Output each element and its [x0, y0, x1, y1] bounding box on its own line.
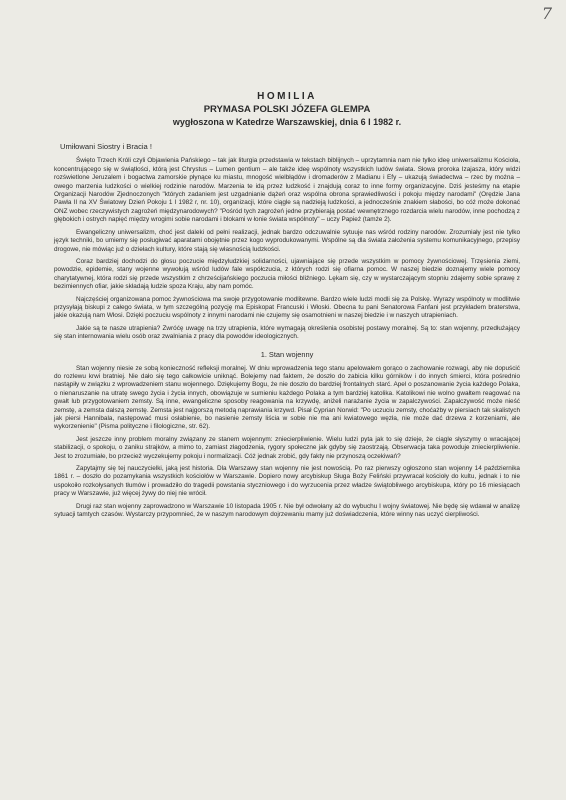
paragraph: Święto Trzech Króli czyli Objawienia Pańskiego – tak jak liturgia przedstawia w tekstach biblijnych – uprzytamnia nam nie tylko ideę uniwersalizmu Kościoła, koncentrującego się w świątłości, którą jest Chrystus – Lumen gentium – ale także ideę wspólnoty wszystkich ludów świata. Słowa proroka Izajasza, który widzi rozświetlone Jeruzalem i bogactwa zamorskie płynące ku miastu, mnogość wielbłądów i dromaderów z Madianu i Efy – ukazują świadectwa – rzec by można – owego marzenia ludzkości o wielkiej rodzinie narodów. Marzenia te idą przez ludzkość i znajdują coraz to inne formy organizacyjne. Dziś jesteśmy na etapie Organizacji Narodów Zjednoczonych "których zadaniem jest uzgadnianie dążeń oraz wspólna obrona sprawiedliwości i pokoju między narodami" (Orędzie Jana Pawła II na XV Światowy Dzień Pokoju 1 I 1982 r, nr. 10), organizacji, które ciągle są nadzieją ludzkości, a jednocześnie znakiem słabości, bo cóż może dokonać ONZ wobec rzeczywistych zagrożeń międzynarodowych? "Pośród tych zagrożeń jedne przybierają postać wewnętrznego rozdarcia wielu narodów, inne pochodzą z głębokich i ostrych napięć między wrogimi sobie narodami i blokami w łonie świata wspólnoty" – uczy Papież (tamże 2). — [54, 157, 520, 224]
paragraph: Zapytajmy się tej nauczycielki, jaką jest historia. Dla Warszawy stan wojenny nie jest nowością. Po raz pierwszy ogłoszono stan wojenny 14 października 1861 r. – doszło do pozamykania wszystkich kościołów w Warszawie. Dopiero nowy arcybiskup Sługa Boży Feliński przywracał kościoły do kultu, jednak i to nie uspokoiło rozkołysanych tłumów i prowadziło do tragedii powstania styczniowego i do wyrzucenia przez władze świątobliwego arcybiskupa, który po 16 miesiącach pracy w Warszawie, już więcej żywy do niej nie wrócił. — [54, 465, 520, 498]
paragraph: Stan wojenny niesie ze sobą konieczność refleksji moralnej. W dniu wprowadzenia tego stanu apelowałem gorąco o zachowanie rozwagi, aby nie dopuścić do rozlewu krwi bratniej. Nie dało się tego całkowicie uniknąć. Bolejemy nad faktem, że doszło do zabicia kilku górników i do innych śmierci, która pośrednio nastąpiły w związku z wprowadzeniem stanu wojennego. Dziękujemy Bogu, że nie doszło do bardziej frontalnych starć. Apel o poszanowanie życia każdego Polaka, o nienaruszanie na utratę swego życia i życia innych, obowiązuje w sumieniu każdego Polaka a tym bardziej katolika. Katolikowi nie wolno gwałtem reagować na gwałt lub przygotowaniem zemsty. Są inne, ewangeliczne sposoby reagowania na krzywdę, aniżeli narażanie życia w zapalczywości. Zapalczywość może nieść zemstę, a zemsta dalszą zemstę. Zemsta jest najgorszą metodą naprawiania krzywd. Pisał Cyprian Norwid: "Po uczuciu zemsty, choćażby w piersiach tak skalistych jak piersi Hannibala, następować musi osłabienie, bo nasienie zemsty liścia w sobie nie ma ani kwiatowego węzła, nie może dać drzewa z korzeniami, ale wykorzenienie" (Pisma polityczne i filologiczne, str. 62). — [54, 364, 520, 431]
handwritten-page-number: 7 — [541, 4, 552, 23]
salutation: Umiłowani Siostry i Bracia ! — [60, 142, 152, 152]
paragraph: Drugi raz stan wojenny zaprowadzono w Warszawie 10 listopada 1905 r. Nie był odwołany aż do wybuchu I wojny światowej. Nie będę się wdawał w analizę sytuacji tamtych czasów. Wystarczy przypomnieć, że w naszym narodowym dojrzewaniu mamy już doświadczenia, które winny nas uczyć cierpliwości. — [54, 502, 520, 519]
paragraph: Jest jeszcze inny problem moralny związany ze stanem wojennym: zniecierpliwienie. Wielu ludzi pyta jak to się dzieje, że ciągle słyszymy o wracającej stabilizacji, o spokoju, o zaniku strajków, a mimo to, zamiast złagodzenia, rygory społeczne jak gdyby się zaostrzają. Obserwacja taka powoduje zniecierpliwienie. Jest to zrozumiałe, bo przecież wyczekujemy pokoju i normalizacji. Cóż jednak zrobić, gdy fakty nie przynoszą oczekiwań? — [54, 435, 520, 460]
intro-body — [54, 157, 520, 341]
document-subtitle: PRYMASA POLSKI JÓZEFA GLEMPA — [203, 103, 371, 115]
paragraph: Najczęściej organizowana pomoc żywnościowa ma swoje przygotowanie modlitewne. Bardzo wiele ludzi modli się za Polskę. Wyrazy wspólnoty w modlitwie przysyłają biskupi z całego świata, w tym szczególną pozycję ma Episkopat Francuski i Włoski. Obecna tu pani Senatorowa Fanfani jest przykładem braterstwa, jakie okazują nam Włosi. Dzięki poczuciu wspólnoty z innymi narodami nie czujemy się osamotnieni w naszej biedzie i w naszych utrapieniach. — [54, 295, 520, 320]
document-title: HOMILIA — [257, 91, 317, 102]
paragraph: Coraz bardziej dochodzi do głosu poczucie międzyludzkiej solidarności, ujawniające się przede wszystkim w pomocy żywnościowej. Trzęsienia ziemi, powodzie, epidemie, stany wojenne wywołują wśród ludów fale współczucia, z których rodzi się ofiarna pomoc. W naszej biedzie doznajemy wiele pomocy charytatywnej, która rodzi się przede wszystkim z chrześcijańskiego poczucia miłości bliźniego. Lękam się, czy w wystarczającym stopniu zdajemy sobie sprawę z bezimiennych ofiar, jakie składają ludzie spoza Kraju, aby nam pomóc. — [54, 257, 520, 291]
section-heading: 1. Stan wojenny — [260, 349, 314, 359]
document-occasion: wygłoszona w Katedrze Warszawskiej, dnia 6 I 1982 r. — [172, 117, 402, 128]
section-body — [54, 365, 520, 520]
paragraph: Jakie są te nasze utrapienia? Zwróćę uwagę na trzy utrapienia, które wymagają określenia osobistej postawy moralnej. Są to: stan wojenny, przedłużający się stan internowania wielu osób oraz zwalniania z pracy dla powodów ideologicznych. — [54, 324, 520, 341]
paragraph: Ewangeliczny uniwersalizm, choć jest daleki od pełni realizacji, jednak bardzo odczuwalnie sytuuje nas wśród rodziny narodów. Zrozumiały jest nie tylko język techniki, bo umiemy się posługiwać aparatami obojętnie przez kogo wyprodukowanymi. Wspólne są dla świata założenia systemu komunikacyjnego, przepisy drogowe, nie mówiąc już o dziełach kultury, które stają się własnością ludzkości. — [54, 228, 520, 253]
document-header — [54, 90, 520, 128]
